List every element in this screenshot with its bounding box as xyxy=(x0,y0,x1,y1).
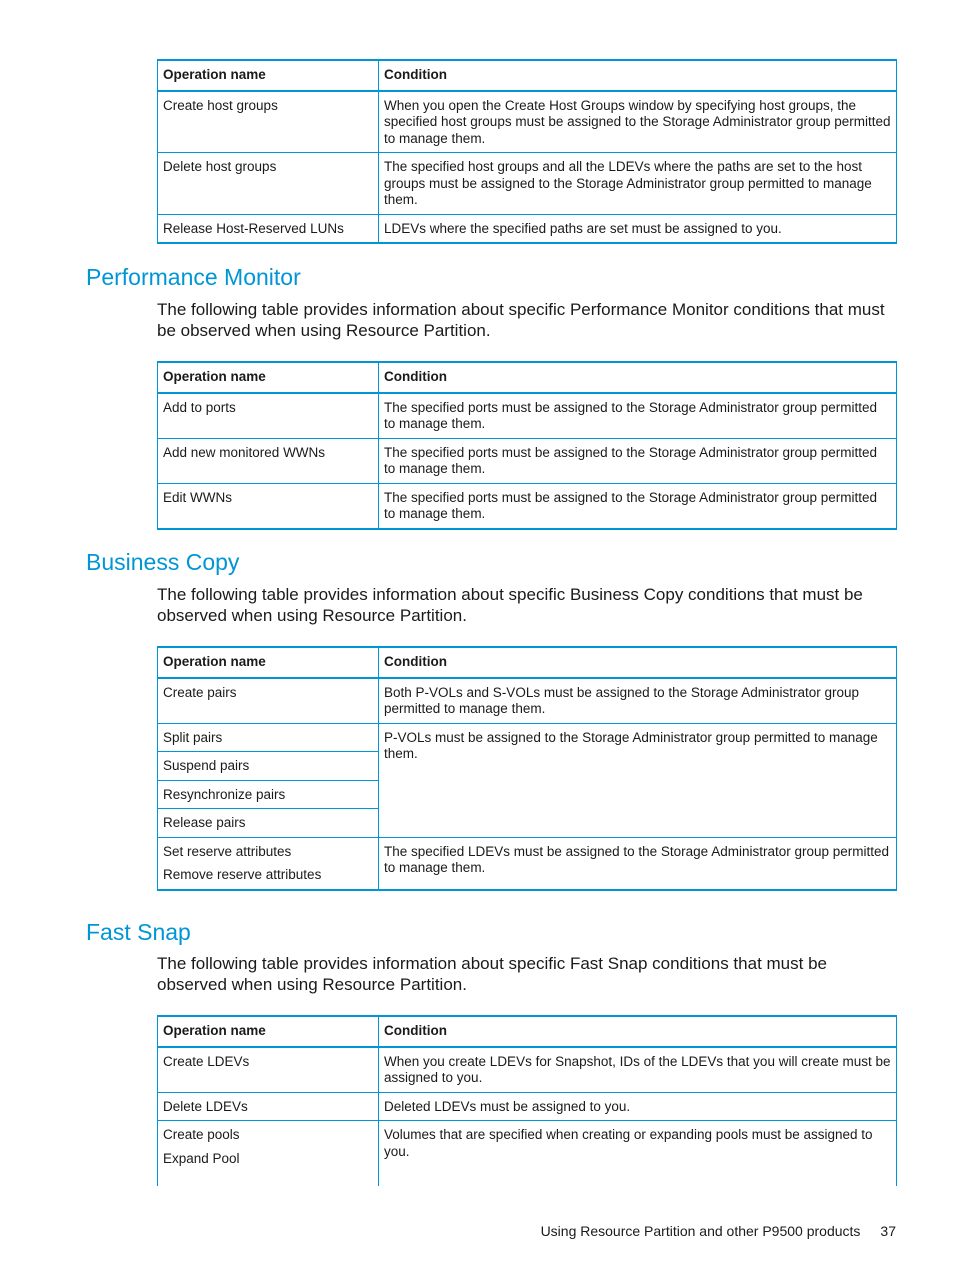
performance-monitor-table xyxy=(157,361,897,530)
table-header-row xyxy=(158,1016,897,1047)
table-row xyxy=(158,1047,897,1093)
condition-cell: The specified ports must be assigned to the Storage Administrator group permitted to manage them. xyxy=(379,438,897,483)
condition-cell: P-VOLs must be assigned to the Storage Administrator group permitted to manage them. xyxy=(379,723,897,837)
operation-cell: Create LDEVs xyxy=(158,1047,379,1093)
condition-cell: Both P-VOLs and S-VOLs must be assigned to the Storage Administrator group permitted to manage them. xyxy=(379,678,897,724)
operation-label: Set reserve attributes xyxy=(163,843,292,859)
section-intro-fast-snap: The following table provides information about specific Fast Snap conditions that must be observed when using Resource Partition. xyxy=(157,954,827,994)
operation-cell: Suspend pairs xyxy=(158,752,379,781)
section-heading-performance-monitor: Performance Monitor xyxy=(86,264,301,290)
column-header: Operation name xyxy=(158,60,379,91)
section-heading-fast-snap: Fast Snap xyxy=(86,919,191,945)
operation-cell: Release pairs xyxy=(158,809,379,838)
table-row xyxy=(158,837,897,890)
table-row xyxy=(158,214,897,243)
host-groups-table xyxy=(157,59,897,244)
table-row xyxy=(158,723,897,752)
condition-cell: The specified LDEVs must be assigned to the Storage Administrator group permitted to manage them. xyxy=(379,837,897,890)
column-header: Operation name xyxy=(158,647,379,678)
business-copy-table xyxy=(157,646,897,891)
fast-snap-table xyxy=(157,1015,897,1186)
operation-cell: Add to ports xyxy=(158,393,379,439)
table-row xyxy=(158,1092,897,1121)
table-row xyxy=(158,393,897,439)
operation-cell xyxy=(158,837,379,890)
condition-cell: Volumes that are specified when creating or expanding pools must be assigned to you. xyxy=(379,1121,897,1187)
table-row xyxy=(158,153,897,215)
column-header: Operation name xyxy=(158,1016,379,1047)
operation-label: Expand Pool xyxy=(163,1150,240,1166)
operation-label: Create pools xyxy=(163,1127,240,1142)
condition-cell: Deleted LDEVs must be assigned to you. xyxy=(379,1092,897,1121)
operation-cell: Edit WWNs xyxy=(158,483,379,529)
table-row xyxy=(158,483,897,529)
operation-cell xyxy=(158,1121,379,1187)
footer-title: Using Resource Partition and other P9500 products xyxy=(540,1223,861,1239)
condition-cell: LDEVs where the specified paths are set must be assigned to you. xyxy=(379,214,897,243)
table-row xyxy=(158,1121,897,1187)
section-heading-business-copy: Business Copy xyxy=(86,549,240,575)
operation-cell: Add new monitored WWNs xyxy=(158,438,379,483)
condition-cell: The specified ports must be assigned to the Storage Administrator group permitted to manage them. xyxy=(379,483,897,529)
condition-cell: When you create LDEVs for Snapshot, IDs of the LDEVs that you will create must be assigned to you. xyxy=(379,1047,897,1093)
operation-cell: Release Host-Reserved LUNs xyxy=(158,214,379,243)
table-header-row xyxy=(158,362,897,393)
page-number: 37 xyxy=(880,1223,896,1239)
column-header: Operation name xyxy=(158,362,379,393)
column-header: Condition xyxy=(379,362,897,393)
page-footer xyxy=(541,1222,896,1240)
table-header-row xyxy=(158,647,897,678)
operation-cell: Resynchronize pairs xyxy=(158,780,379,809)
condition-cell: When you open the Create Host Groups window by specifying host groups, the specified host groups must be assigned to the Storage Administrator group permitted to manage them. xyxy=(379,91,897,153)
table-row xyxy=(158,438,897,483)
condition-cell: The specified host groups and all the LDEVs where the paths are set to the host groups must be assigned to the Storage Administrator group permitted to manage them. xyxy=(379,153,897,215)
section-intro-performance-monitor: The following table provides information about specific Performance Monitor conditions that must be observed when using Resource Partition. xyxy=(157,300,885,340)
operation-cell: Delete host groups xyxy=(158,153,379,215)
operation-cell: Create host groups xyxy=(158,91,379,153)
operation-cell: Delete LDEVs xyxy=(158,1092,379,1121)
table-row xyxy=(158,678,897,724)
condition-cell: The specified ports must be assigned to the Storage Administrator group permitted to manage them. xyxy=(379,393,897,439)
operation-cell: Split pairs xyxy=(158,723,379,752)
column-header: Condition xyxy=(379,647,897,678)
table-row xyxy=(158,91,897,153)
operation-cell: Create pairs xyxy=(158,678,379,724)
section-intro-business-copy: The following table provides information about specific Business Copy conditions that must be observed when using Resource Partition. xyxy=(157,585,863,625)
column-header: Condition xyxy=(379,60,897,91)
operation-label: Remove reserve attributes xyxy=(163,867,322,882)
column-header: Condition xyxy=(379,1016,897,1047)
table-header-row xyxy=(158,60,897,91)
